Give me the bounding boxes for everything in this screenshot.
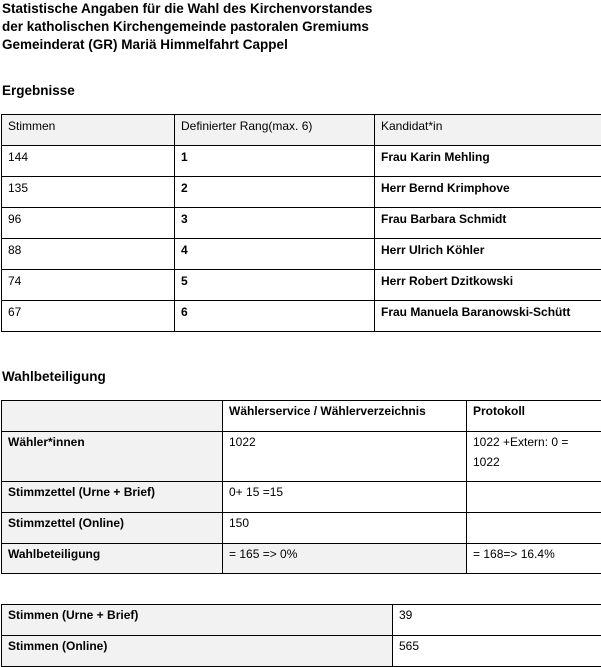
candidate-cell: Herr Robert Dzitkowski [375,270,601,301]
column-header-empty [2,401,223,432]
votes-cell: 144 [2,146,175,177]
table-row [2,208,601,239]
title-line: Gemeinderat (GR) Mariä Himmelfahrt Cappel [2,36,598,54]
votes-cell: 88 [2,239,175,270]
row-label: Stimmen (Urne + Brief) [2,605,393,636]
rank-cell: 2 [175,177,375,208]
table-row [2,177,601,208]
table-row [2,513,601,544]
results-heading: Ergebnisse [2,83,75,99]
votes-cell: 74 [2,270,175,301]
value-cell: 39 [393,605,601,636]
table-row [2,482,601,513]
table-row [2,605,601,636]
service-cell: 0+ 15 =15 [223,482,467,513]
service-cell: 150 [223,513,467,544]
column-header-candidate: Kandidat*in [375,115,601,146]
column-header-service: Wählerservice / Wählerverzeichnis [223,401,467,432]
table-row [2,636,601,667]
row-label: Stimmen (Online) [2,636,393,667]
rank-cell: 4 [175,239,375,270]
table-row [2,270,601,301]
row-label: Stimmzettel (Online) [2,513,223,544]
results-table [1,114,601,332]
service-cell: 1022 [223,432,467,482]
protocol-cell: = 168=> 16.4% [467,544,601,574]
candidate-cell: Herr Bernd Krimphove [375,177,601,208]
table-row [2,544,601,574]
rank-cell: 5 [175,270,375,301]
table-row [2,301,601,332]
row-label: Wähler*innen [2,432,223,482]
candidate-cell: Frau Barbara Schmidt [375,208,601,239]
turnout-heading: Wahlbeteiligung [2,369,106,385]
rank-cell: 1 [175,146,375,177]
table-row [2,239,601,270]
row-label: Wahlbeteiligung [2,544,223,574]
candidate-cell: Frau Karin Mehling [375,146,601,177]
candidate-cell: Frau Manuela Baranowski-Schütt [375,301,601,332]
table-row [2,432,601,482]
service-cell: = 165 => 0% [223,544,467,574]
turnout-table [1,400,601,574]
row-label: Stimmzettel (Urne + Brief) [2,482,223,513]
column-header-rank: Definierter Rang(max. 6) [175,115,375,146]
protocol-cell: 1022 +Extern: 0 = 1022 [467,432,601,482]
rank-cell: 6 [175,301,375,332]
title-line: Statistische Angaben für die Wahl des Kirchenvorstandes [2,0,598,18]
votes-cell: 96 [2,208,175,239]
document-title [2,0,598,54]
protocol-cell [467,513,601,544]
value-cell: 565 [393,636,601,667]
column-header-votes: Stimmen [2,115,175,146]
title-line: der katholischen Kirchengemeinde pastoralen Gremiums [2,18,598,36]
votes-cell: 67 [2,301,175,332]
protocol-cell [467,482,601,513]
table-row [2,146,601,177]
rank-cell: 3 [175,208,375,239]
totals-table [1,604,601,667]
votes-cell: 135 [2,177,175,208]
candidate-cell: Herr Ulrich Köhler [375,239,601,270]
column-header-protocol: Protokoll [467,401,601,432]
